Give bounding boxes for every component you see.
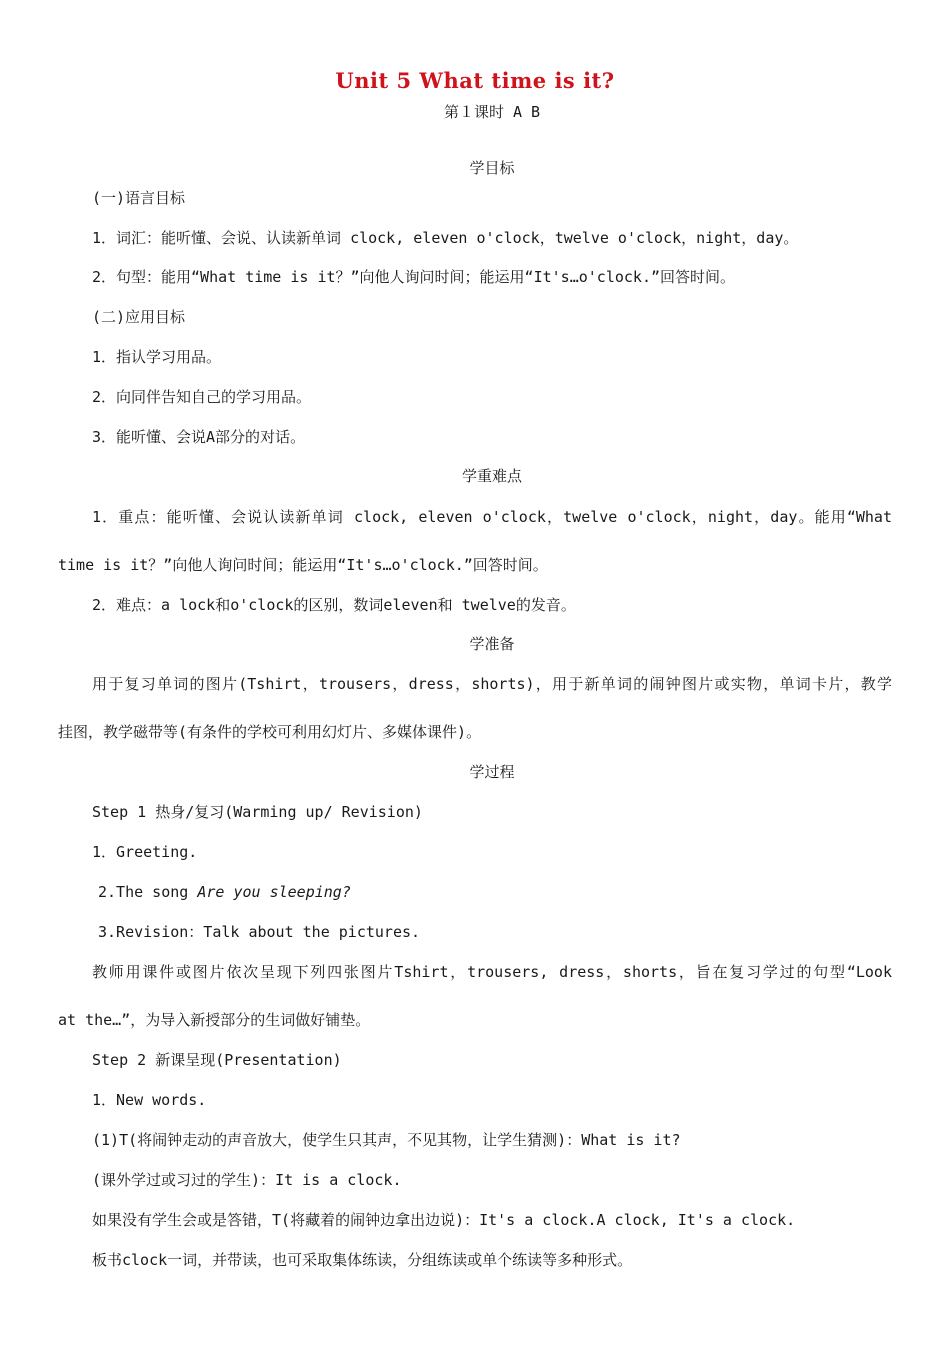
keypoint-difficulty: 2．难点：a lock和o'clock的区别，数词eleven和 twelve的发音。 xyxy=(92,596,576,614)
app-goal-2: 2．向同伴告知自己的学习用品。 xyxy=(92,388,312,406)
step2-teacher-prompt: (1)T(将闹钟走动的声音放大，使学生只其声，不见其物，让学生猜测)：What is it? xyxy=(92,1131,681,1149)
teacher-note-line1: 教师用课件或图片依次呈现下列四张图片Tshirt，trousers, dress，shorts，旨在复习学过的句型“Look xyxy=(92,963,892,981)
teacher-note-line2: at the…”，为导入新授部分的生词做好铺垫。 xyxy=(58,1011,371,1029)
step2-student-answer: (课外学过或习过的学生)：It is a clock. xyxy=(92,1171,402,1189)
app-goal-1: 1．指认学习用品。 xyxy=(92,348,222,366)
step1-song xyxy=(98,882,351,902)
prep-line2: 挂图，教学磁带等(有条件的学校可利用幻灯片、多媒体课件)。 xyxy=(58,723,482,741)
section-heading-prep: 学准备 xyxy=(469,635,515,653)
step1-greeting: 1．Greeting. xyxy=(92,843,198,861)
step1-revision: 3.Revision：Talk about the pictures. xyxy=(98,923,421,941)
song-title: Are you sleeping? xyxy=(197,883,351,901)
section-heading-keypoints: 学重难点 xyxy=(461,467,522,485)
prep-line1: 用于复习单词的图片(Tshirt，trousers，dress，shorts)，用于新单词的闹钟图片或实物，单词卡片，教学 xyxy=(92,675,892,693)
step2-teacher-reveal: 如果没有学生会或是答错，T(将藏着的闹钟边拿出边说)：It's a clock.A clock, It's a clock. xyxy=(92,1211,796,1229)
section-heading-process: 学过程 xyxy=(469,763,515,781)
lang-goal-heading: (一)语言目标 xyxy=(92,189,186,207)
lang-goal-sentence: 2．句型：能用“What time is it？”向他人询问时间；能运用“It's…o'clock.”回答时间。 xyxy=(92,268,736,286)
step1-heading: Step 1 热身/复习(Warming up/ Revision) xyxy=(92,803,423,821)
step2-new-words: 1．New words. xyxy=(92,1091,207,1109)
song-prefix: 2.The song xyxy=(98,883,198,901)
lesson-subtitle: 第１课时 A B xyxy=(443,103,541,121)
keypoint-focus-line2: time is it？”向他人询问时间；能运用“It's…o'clock.”回答时间。 xyxy=(58,556,548,574)
document-title: Unit 5 What time is it? xyxy=(335,68,615,93)
step2-heading: Step 2 新课呈现(Presentation) xyxy=(92,1051,342,1069)
keypoint-focus-line1: 1．重点：能听懂、会说认读新单词 clock, eleven o'clock，twelve o'clock，night，day。能用“What xyxy=(92,508,892,526)
section-heading-goals: 学目标 xyxy=(469,159,515,177)
app-goal-heading: (二)应用目标 xyxy=(92,308,186,326)
lang-goal-vocab: 1．词汇：能听懂、会说、认读新单词 clock, eleven o'clock，twelve o'clock，night，day。 xyxy=(92,229,799,247)
step2-board-practice: 板书clock一词，并带读，也可采取集体练读，分组练读或单个练读等多种形式。 xyxy=(92,1251,633,1269)
app-goal-3: 3．能听懂、会说A部分的对话。 xyxy=(92,428,306,446)
